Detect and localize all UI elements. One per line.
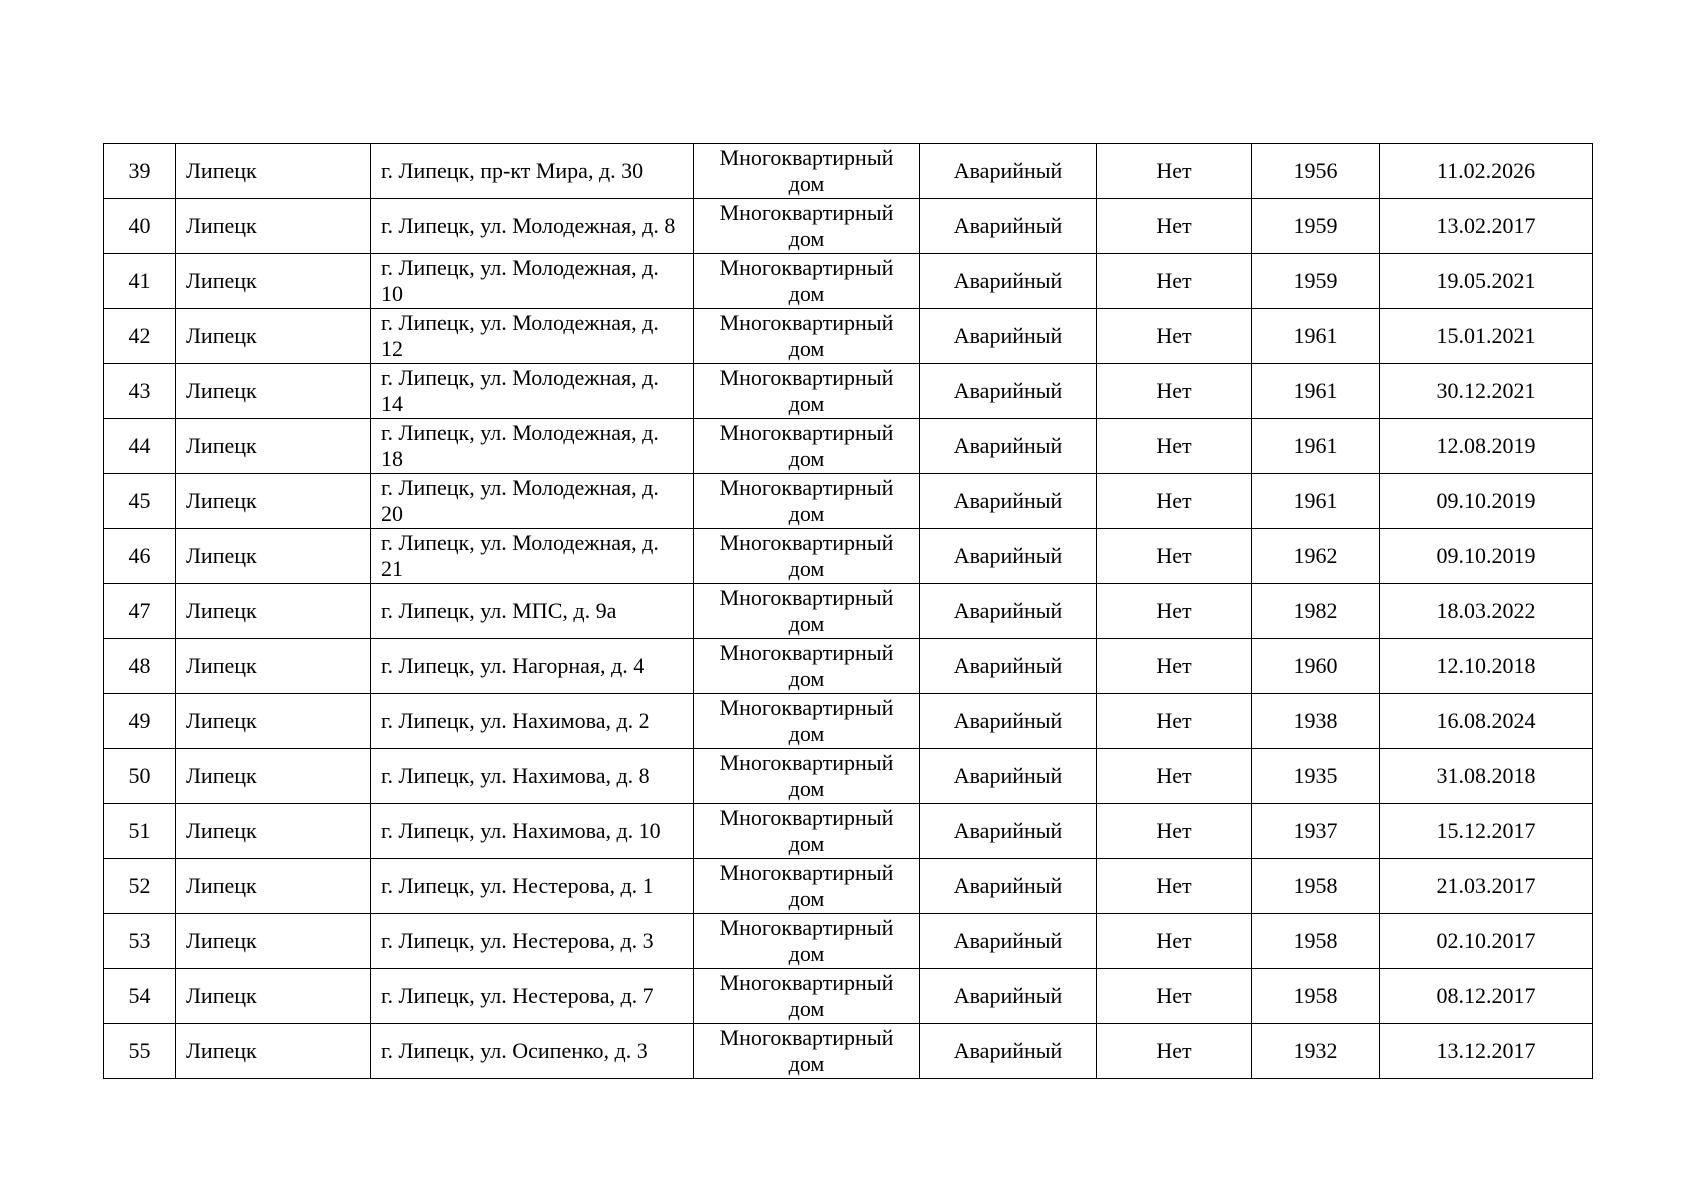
table-row bbox=[104, 914, 1593, 969]
flag-cell: Нет bbox=[1097, 584, 1252, 639]
city-cell: Липецк bbox=[176, 749, 371, 804]
construction-year-cell: 1958 bbox=[1252, 914, 1380, 969]
condition-status-cell: Аварийный bbox=[920, 859, 1097, 914]
building-type-cell: Многоквартирный дом bbox=[694, 639, 920, 694]
city-cell: Липецк bbox=[176, 529, 371, 584]
building-type-cell: Многоквартирный дом bbox=[694, 969, 920, 1024]
housing-registry-table bbox=[103, 143, 1593, 1079]
building-type-cell: Многоквартирный дом bbox=[694, 529, 920, 584]
date-cell: 16.08.2024 bbox=[1380, 694, 1593, 749]
date-cell: 09.10.2019 bbox=[1380, 474, 1593, 529]
address-cell: г. Липецк, ул. Нахимова, д. 10 bbox=[371, 804, 694, 859]
flag-cell: Нет bbox=[1097, 859, 1252, 914]
row-number-cell: 40 bbox=[104, 199, 176, 254]
date-cell: 15.01.2021 bbox=[1380, 309, 1593, 364]
construction-year-cell: 1956 bbox=[1252, 144, 1380, 199]
construction-year-cell: 1932 bbox=[1252, 1024, 1380, 1079]
building-type-cell: Многоквартирный дом bbox=[694, 859, 920, 914]
city-cell: Липецк bbox=[176, 474, 371, 529]
city-cell: Липецк bbox=[176, 639, 371, 694]
condition-status-cell: Аварийный bbox=[920, 254, 1097, 309]
table-row bbox=[104, 1024, 1593, 1079]
city-cell: Липецк bbox=[176, 419, 371, 474]
table-row bbox=[104, 144, 1593, 199]
table-row bbox=[104, 859, 1593, 914]
date-cell: 12.10.2018 bbox=[1380, 639, 1593, 694]
row-number-cell: 45 bbox=[104, 474, 176, 529]
condition-status-cell: Аварийный bbox=[920, 694, 1097, 749]
building-type-cell: Многоквартирный дом bbox=[694, 914, 920, 969]
condition-status-cell: Аварийный bbox=[920, 529, 1097, 584]
table-row bbox=[104, 199, 1593, 254]
date-cell: 09.10.2019 bbox=[1380, 529, 1593, 584]
city-cell: Липецк bbox=[176, 254, 371, 309]
table-row bbox=[104, 969, 1593, 1024]
flag-cell: Нет bbox=[1097, 804, 1252, 859]
address-cell: г. Липецк, ул. Молодежная, д. 20 bbox=[371, 474, 694, 529]
row-number-cell: 47 bbox=[104, 584, 176, 639]
building-type-cell: Многоквартирный дом bbox=[694, 309, 920, 364]
row-number-cell: 48 bbox=[104, 639, 176, 694]
row-number-cell: 49 bbox=[104, 694, 176, 749]
condition-status-cell: Аварийный bbox=[920, 584, 1097, 639]
date-cell: 02.10.2017 bbox=[1380, 914, 1593, 969]
flag-cell: Нет bbox=[1097, 969, 1252, 1024]
row-number-cell: 53 bbox=[104, 914, 176, 969]
table-row bbox=[104, 639, 1593, 694]
row-number-cell: 46 bbox=[104, 529, 176, 584]
city-cell: Липецк bbox=[176, 584, 371, 639]
building-type-cell: Многоквартирный дом bbox=[694, 474, 920, 529]
table-row bbox=[104, 584, 1593, 639]
row-number-cell: 42 bbox=[104, 309, 176, 364]
construction-year-cell: 1958 bbox=[1252, 969, 1380, 1024]
address-cell: г. Липецк, ул. Молодежная, д. 8 bbox=[371, 199, 694, 254]
address-cell: г. Липецк, ул. Нагорная, д. 4 bbox=[371, 639, 694, 694]
construction-year-cell: 1958 bbox=[1252, 859, 1380, 914]
table-row bbox=[104, 804, 1593, 859]
date-cell: 19.05.2021 bbox=[1380, 254, 1593, 309]
flag-cell: Нет bbox=[1097, 749, 1252, 804]
date-cell: 31.08.2018 bbox=[1380, 749, 1593, 804]
construction-year-cell: 1962 bbox=[1252, 529, 1380, 584]
building-type-cell: Многоквартирный дом bbox=[694, 199, 920, 254]
building-type-cell: Многоквартирный дом bbox=[694, 1024, 920, 1079]
building-type-cell: Многоквартирный дом bbox=[694, 419, 920, 474]
condition-status-cell: Аварийный bbox=[920, 639, 1097, 694]
row-number-cell: 50 bbox=[104, 749, 176, 804]
table-row bbox=[104, 694, 1593, 749]
condition-status-cell: Аварийный bbox=[920, 364, 1097, 419]
table-row bbox=[104, 529, 1593, 584]
date-cell: 11.02.2026 bbox=[1380, 144, 1593, 199]
flag-cell: Нет bbox=[1097, 144, 1252, 199]
flag-cell: Нет bbox=[1097, 1024, 1252, 1079]
table-row bbox=[104, 474, 1593, 529]
city-cell: Липецк bbox=[176, 859, 371, 914]
address-cell: г. Липецк, ул. Нестерова, д. 7 bbox=[371, 969, 694, 1024]
flag-cell: Нет bbox=[1097, 364, 1252, 419]
table-row bbox=[104, 749, 1593, 804]
date-cell: 12.08.2019 bbox=[1380, 419, 1593, 474]
flag-cell: Нет bbox=[1097, 914, 1252, 969]
address-cell: г. Липецк, ул. Молодежная, д. 10 bbox=[371, 254, 694, 309]
building-type-cell: Многоквартирный дом bbox=[694, 694, 920, 749]
construction-year-cell: 1961 bbox=[1252, 474, 1380, 529]
date-cell: 15.12.2017 bbox=[1380, 804, 1593, 859]
address-cell: г. Липецк, пр-кт Мира, д. 30 bbox=[371, 144, 694, 199]
construction-year-cell: 1935 bbox=[1252, 749, 1380, 804]
construction-year-cell: 1982 bbox=[1252, 584, 1380, 639]
city-cell: Липецк bbox=[176, 969, 371, 1024]
city-cell: Липецк bbox=[176, 914, 371, 969]
address-cell: г. Липецк, ул. Нестерова, д. 1 bbox=[371, 859, 694, 914]
row-number-cell: 44 bbox=[104, 419, 176, 474]
construction-year-cell: 1961 bbox=[1252, 419, 1380, 474]
date-cell: 13.12.2017 bbox=[1380, 1024, 1593, 1079]
building-type-cell: Многоквартирный дом bbox=[694, 254, 920, 309]
condition-status-cell: Аварийный bbox=[920, 199, 1097, 254]
address-cell: г. Липецк, ул. Нахимова, д. 2 bbox=[371, 694, 694, 749]
construction-year-cell: 1961 bbox=[1252, 309, 1380, 364]
building-type-cell: Многоквартирный дом bbox=[694, 144, 920, 199]
condition-status-cell: Аварийный bbox=[920, 1024, 1097, 1079]
row-number-cell: 43 bbox=[104, 364, 176, 419]
condition-status-cell: Аварийный bbox=[920, 804, 1097, 859]
row-number-cell: 55 bbox=[104, 1024, 176, 1079]
table-body bbox=[104, 144, 1593, 1079]
address-cell: г. Липецк, ул. Нахимова, д. 8 bbox=[371, 749, 694, 804]
flag-cell: Нет bbox=[1097, 199, 1252, 254]
condition-status-cell: Аварийный bbox=[920, 969, 1097, 1024]
flag-cell: Нет bbox=[1097, 639, 1252, 694]
date-cell: 21.03.2017 bbox=[1380, 859, 1593, 914]
condition-status-cell: Аварийный bbox=[920, 309, 1097, 364]
condition-status-cell: Аварийный bbox=[920, 914, 1097, 969]
city-cell: Липецк bbox=[176, 309, 371, 364]
city-cell: Липецк bbox=[176, 364, 371, 419]
row-number-cell: 54 bbox=[104, 969, 176, 1024]
address-cell: г. Липецк, ул. МПС, д. 9а bbox=[371, 584, 694, 639]
address-cell: г. Липецк, ул. Осипенко, д. 3 bbox=[371, 1024, 694, 1079]
table-row bbox=[104, 309, 1593, 364]
flag-cell: Нет bbox=[1097, 309, 1252, 364]
city-cell: Липецк bbox=[176, 144, 371, 199]
building-type-cell: Многоквартирный дом bbox=[694, 804, 920, 859]
building-type-cell: Многоквартирный дом bbox=[694, 749, 920, 804]
date-cell: 30.12.2021 bbox=[1380, 364, 1593, 419]
city-cell: Липецк bbox=[176, 1024, 371, 1079]
table-row bbox=[104, 364, 1593, 419]
flag-cell: Нет bbox=[1097, 529, 1252, 584]
city-cell: Липецк bbox=[176, 804, 371, 859]
city-cell: Липецк bbox=[176, 694, 371, 749]
condition-status-cell: Аварийный bbox=[920, 474, 1097, 529]
condition-status-cell: Аварийный bbox=[920, 749, 1097, 804]
row-number-cell: 52 bbox=[104, 859, 176, 914]
condition-status-cell: Аварийный bbox=[920, 419, 1097, 474]
row-number-cell: 39 bbox=[104, 144, 176, 199]
building-type-cell: Многоквартирный дом bbox=[694, 584, 920, 639]
date-cell: 13.02.2017 bbox=[1380, 199, 1593, 254]
table-row bbox=[104, 419, 1593, 474]
flag-cell: Нет bbox=[1097, 254, 1252, 309]
city-cell: Липецк bbox=[176, 199, 371, 254]
building-type-cell: Многоквартирный дом bbox=[694, 364, 920, 419]
date-cell: 18.03.2022 bbox=[1380, 584, 1593, 639]
row-number-cell: 41 bbox=[104, 254, 176, 309]
construction-year-cell: 1959 bbox=[1252, 199, 1380, 254]
construction-year-cell: 1938 bbox=[1252, 694, 1380, 749]
address-cell: г. Липецк, ул. Молодежная, д. 14 bbox=[371, 364, 694, 419]
row-number-cell: 51 bbox=[104, 804, 176, 859]
construction-year-cell: 1960 bbox=[1252, 639, 1380, 694]
construction-year-cell: 1937 bbox=[1252, 804, 1380, 859]
construction-year-cell: 1959 bbox=[1252, 254, 1380, 309]
address-cell: г. Липецк, ул. Молодежная, д. 21 bbox=[371, 529, 694, 584]
table-row bbox=[104, 254, 1593, 309]
construction-year-cell: 1961 bbox=[1252, 364, 1380, 419]
address-cell: г. Липецк, ул. Нестерова, д. 3 bbox=[371, 914, 694, 969]
date-cell: 08.12.2017 bbox=[1380, 969, 1593, 1024]
flag-cell: Нет bbox=[1097, 694, 1252, 749]
flag-cell: Нет bbox=[1097, 419, 1252, 474]
address-cell: г. Липецк, ул. Молодежная, д. 18 bbox=[371, 419, 694, 474]
condition-status-cell: Аварийный bbox=[920, 144, 1097, 199]
flag-cell: Нет bbox=[1097, 474, 1252, 529]
address-cell: г. Липецк, ул. Молодежная, д. 12 bbox=[371, 309, 694, 364]
